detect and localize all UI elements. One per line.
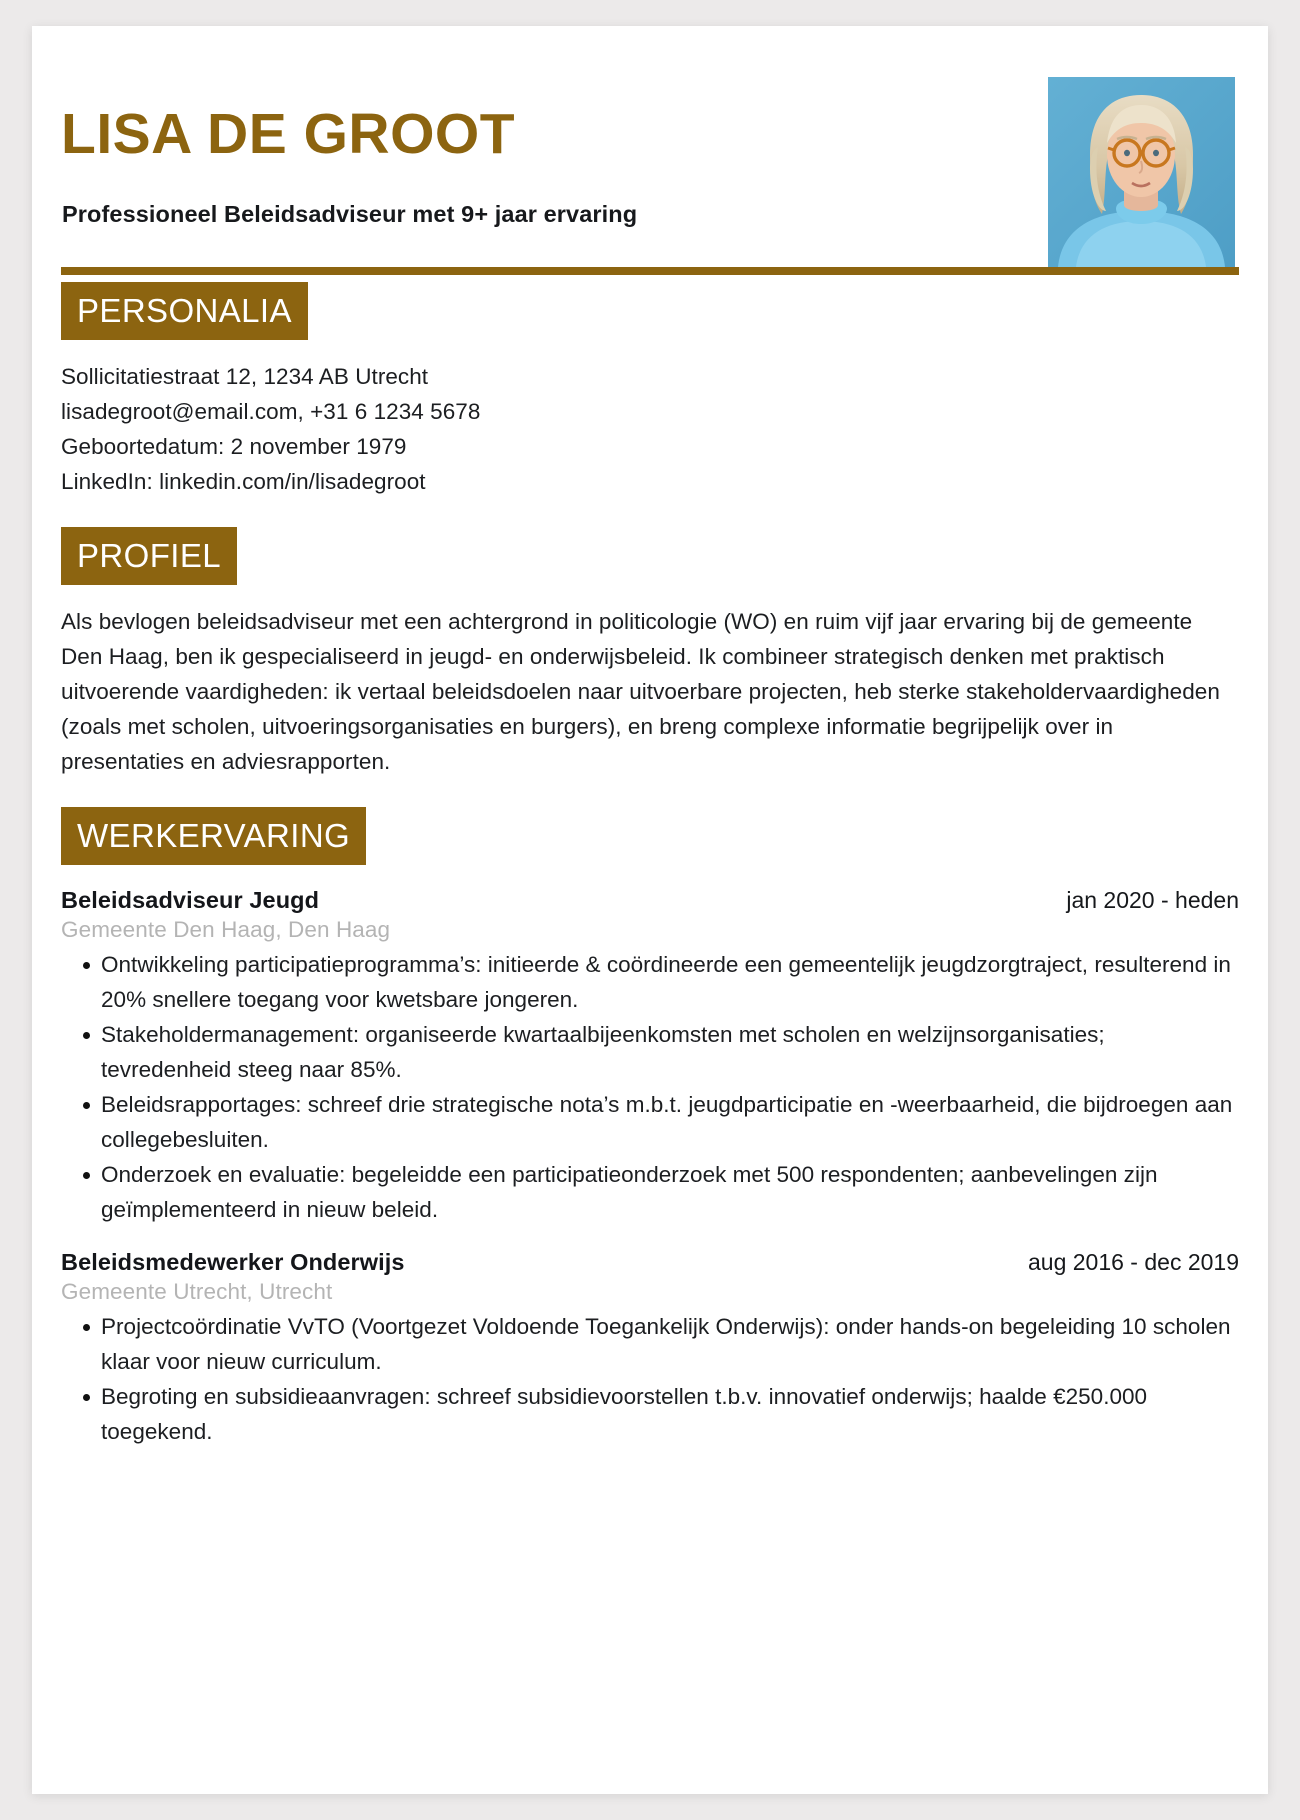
contact-birthdate: Geboortedatum: 2 november 1979 <box>61 434 407 459</box>
section-werkervaring <box>61 779 1239 1449</box>
cv-page <box>32 26 1268 1794</box>
contact-details <box>61 359 1239 499</box>
job-entry <box>61 1249 1239 1449</box>
portrait-photo-icon <box>1048 77 1235 267</box>
section-heading-personalia: PERSONALIA <box>61 282 308 340</box>
contact-email-phone: lisadegroot@email.com, +31 6 1234 5678 <box>61 399 481 424</box>
contact-linkedin: LinkedIn: linkedin.com/in/lisadegroot <box>61 469 426 494</box>
contact-address: Sollicitatiestraat 12, 1234 AB Utrecht <box>61 364 429 389</box>
job-title: Beleidsmedewerker Onderwijs <box>61 1249 405 1275</box>
list-item: Begroting en subsidieaanvragen: schreef subsidievoorstellen t.b.v. innovatief onderwijs; haalde €250.000 toegekend. <box>61 1379 1239 1449</box>
job-date: jan 2020 - heden <box>1066 887 1239 913</box>
list-item: Onderzoek en evaluatie: begeleidde een participatieonderzoek met 500 respondenten; aanbevelingen zijn geïmplementeerd in nieuw beleid. <box>61 1157 1239 1227</box>
list-item: Ontwikkeling participatieprogramma’s: initieerde & coördineerde een gemeentelijk jeugdzorgtraject, resulterend in 20% snellere toegang voor kwetsbare jongeren. <box>61 947 1239 1017</box>
avatar <box>1048 77 1235 267</box>
list-item: Stakeholdermanagement: organiseerde kwartaalbijeenkomsten met scholen en welzijnsorganisaties; tevredenheid steeg naar 85%. <box>61 1017 1239 1087</box>
job-date: aug 2016 - dec 2019 <box>1027 1249 1239 1275</box>
section-profiel <box>61 499 1239 779</box>
job-bullets <box>61 947 1239 1227</box>
job-header <box>61 887 1239 914</box>
job-company: Gemeente Den Haag, Den Haag <box>61 917 391 942</box>
job-title: Beleidsadviseur Jeugd <box>61 887 320 913</box>
job-bullets <box>61 1309 1239 1449</box>
job-entry <box>61 887 1239 1227</box>
job-company: Gemeente Utrecht, Utrecht <box>61 1279 333 1304</box>
cv-content <box>61 44 1239 1449</box>
section-personalia <box>61 254 1239 499</box>
page-title: LISA DE GROOT <box>61 102 516 166</box>
section-heading-werkervaring: WERKERVARING <box>61 807 366 865</box>
section-heading-profiel: PROFIEL <box>61 527 237 585</box>
list-item: Projectcoördinatie VvTO (Voortgezet Voldoende Toegankelijk Onderwijs): onder hands-on begeleiding 10 scholen klaar voor nieuw curriculum. <box>61 1309 1239 1379</box>
header-divider <box>61 267 1239 275</box>
job-header <box>61 1249 1239 1276</box>
header-subtitle: Professioneel Beleidsadviseur met 9+ jaar ervaring <box>62 201 638 227</box>
cv-header <box>61 44 1239 254</box>
list-item: Beleidsrapportages: schreef drie strategische nota’s m.b.t. jeugdparticipatie en -weerbaarheid, die bijdroegen aan collegebesluiten. <box>61 1087 1239 1157</box>
profile-paragraph: Als bevlogen beleidsadviseur met een achtergrond in politicologie (WO) en ruim vijf jaar ervaring bij de gemeente Den Haag, ben ik gespecialiseerd in jeugd- en onderwijsbeleid. Ik combineer strategisch denken met praktisch uitvoerende vaardigheden: ik vertaal beleidsdoelen naar uitvoerbare projecten, heb sterke stakeholdervaardigheden (zoals met scholen, uitvoeringsorganisaties en burgers), en breng complexe informatie begrijpelijk over in presentaties en adviesrapporten. <box>61 609 1220 774</box>
